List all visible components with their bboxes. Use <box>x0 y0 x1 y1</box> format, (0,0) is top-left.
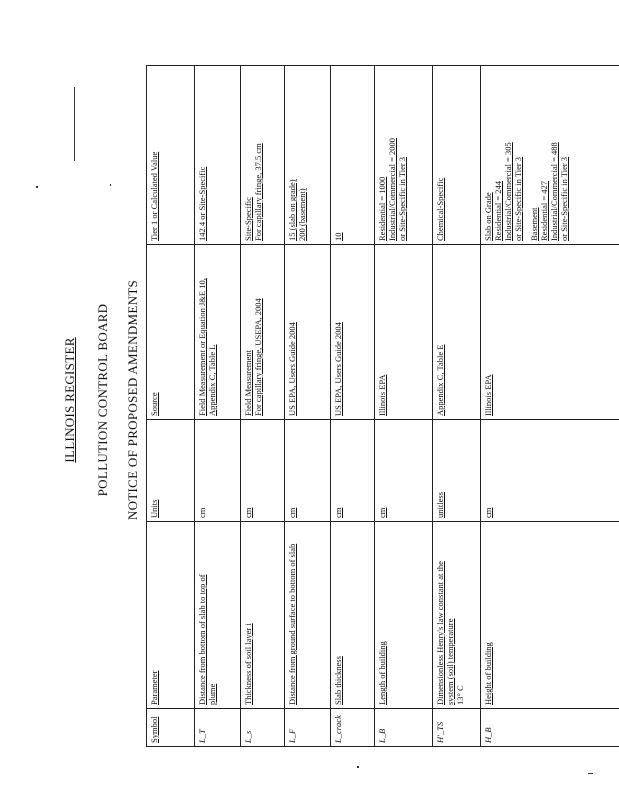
scan-artifact <box>110 184 111 186</box>
header-value: Tier 1 or Calculated Value <box>147 66 195 245</box>
parameter-line: system (soil) temperature <box>445 618 455 705</box>
row-symbol: L_crack <box>331 709 375 747</box>
source-line: Field Measurement <box>243 350 253 416</box>
table-header-row <box>147 66 195 747</box>
value-line: or Site-Specific in Tier 3 <box>559 156 569 241</box>
row-symbol: L_B <box>375 709 433 747</box>
parameter-line: 13° C <box>455 685 465 705</box>
row-source <box>195 245 241 420</box>
table-row <box>195 66 241 747</box>
value-line: Residential = 427 <box>539 180 549 241</box>
header-source: Source <box>147 245 195 420</box>
row-value <box>285 66 331 245</box>
value-line: Residential = 244 <box>493 180 503 241</box>
row-parameter: Thickness of soil layer i <box>241 522 285 709</box>
row-symbol: L_s <box>241 709 285 747</box>
value-line: Residential = 1000 <box>377 176 387 241</box>
scan-artifact <box>74 87 75 161</box>
parameter-table <box>146 65 619 747</box>
value-line: Basement <box>529 207 539 241</box>
header-units: Units <box>147 420 195 522</box>
value-line: Site-Specific <box>243 197 253 241</box>
row-source: US EPA, Users Guide 2004 <box>331 245 375 420</box>
register-title: ILLINOIS REGISTER <box>62 337 77 463</box>
value-line: or Site-Specific in Tier 3 <box>513 156 523 241</box>
table-row <box>285 66 331 747</box>
source-line: Appendix C, Table L <box>207 344 217 416</box>
row-value: 10 <box>331 66 375 245</box>
board-title: POLLUTION CONTROL BOARD <box>95 303 110 497</box>
row-units: cm <box>481 420 619 522</box>
row-value <box>481 66 619 245</box>
scan-artifact <box>357 766 359 768</box>
header-parameter: Parameter <box>147 522 195 709</box>
row-symbol: H_B <box>481 709 619 747</box>
row-source <box>241 245 285 420</box>
row-value <box>375 66 433 245</box>
row-source: US EPA, Users Guide 2004 <box>285 245 331 420</box>
value-line: For capillary fringe, 37.5 cm <box>253 143 263 241</box>
row-parameter <box>433 522 481 709</box>
value-line: 142.4 or Site-Specific <box>197 166 207 241</box>
source-line: Field Measurement or Equation J&E 10, <box>197 278 207 416</box>
scan-artifact <box>588 773 593 774</box>
notice-title: NOTICE OF PROPOSED AMENDMENTS <box>125 279 140 521</box>
row-units: cm <box>375 420 433 522</box>
row-parameter: Length of building <box>375 522 433 709</box>
table-row <box>241 66 285 747</box>
value-line: 200 (basement) <box>297 188 307 241</box>
row-source: Illinois EPA <box>375 245 433 420</box>
parameter-line: Distance from bottom of slab to top of <box>197 574 207 705</box>
value-line: Industrial/Commercial = 488 <box>549 142 559 241</box>
row-parameter: Distance from ground surface to bottom of slab <box>285 522 331 709</box>
row-units: cm <box>241 420 285 522</box>
row-symbol: L_F <box>285 709 331 747</box>
row-parameter <box>195 522 241 709</box>
table-row <box>331 66 375 747</box>
row-units: cm <box>285 420 331 522</box>
row-value: Chemical-Specific <box>433 66 481 245</box>
row-units: cm <box>195 420 241 522</box>
row-parameter: Height of building <box>481 522 619 709</box>
row-parameter: Slab thickness <box>331 522 375 709</box>
value-line: Slab on Grade <box>483 192 493 241</box>
row-source: Illinois EPA <box>481 245 619 420</box>
header-symbol: Symbol <box>147 709 195 747</box>
source-line: For capillary fringe, USEPA, 2004 <box>253 298 263 416</box>
row-symbol: L_T <box>195 709 241 747</box>
value-line: Industrial/Commercial = 2000 <box>387 138 397 241</box>
table-row <box>433 66 481 747</box>
table-row <box>481 66 619 747</box>
value-line: 15 (slab on grade) <box>287 179 297 241</box>
parameter-line: plume <box>207 683 217 705</box>
parameter-line: Dimensionless Henry's law constant at the <box>435 561 445 705</box>
row-source: Appendix C, Table E <box>433 245 481 420</box>
row-value <box>195 66 241 245</box>
value-line: or Site-Specific in Tier 3 <box>397 156 407 241</box>
row-units: cm <box>331 420 375 522</box>
scan-artifact <box>36 186 38 188</box>
row-units: unitless <box>433 420 481 522</box>
table-row <box>375 66 433 747</box>
row-value <box>241 66 285 245</box>
value-line: Industrial/Commercial = 305 <box>503 142 513 241</box>
row-symbol: H'_TS <box>433 709 481 747</box>
